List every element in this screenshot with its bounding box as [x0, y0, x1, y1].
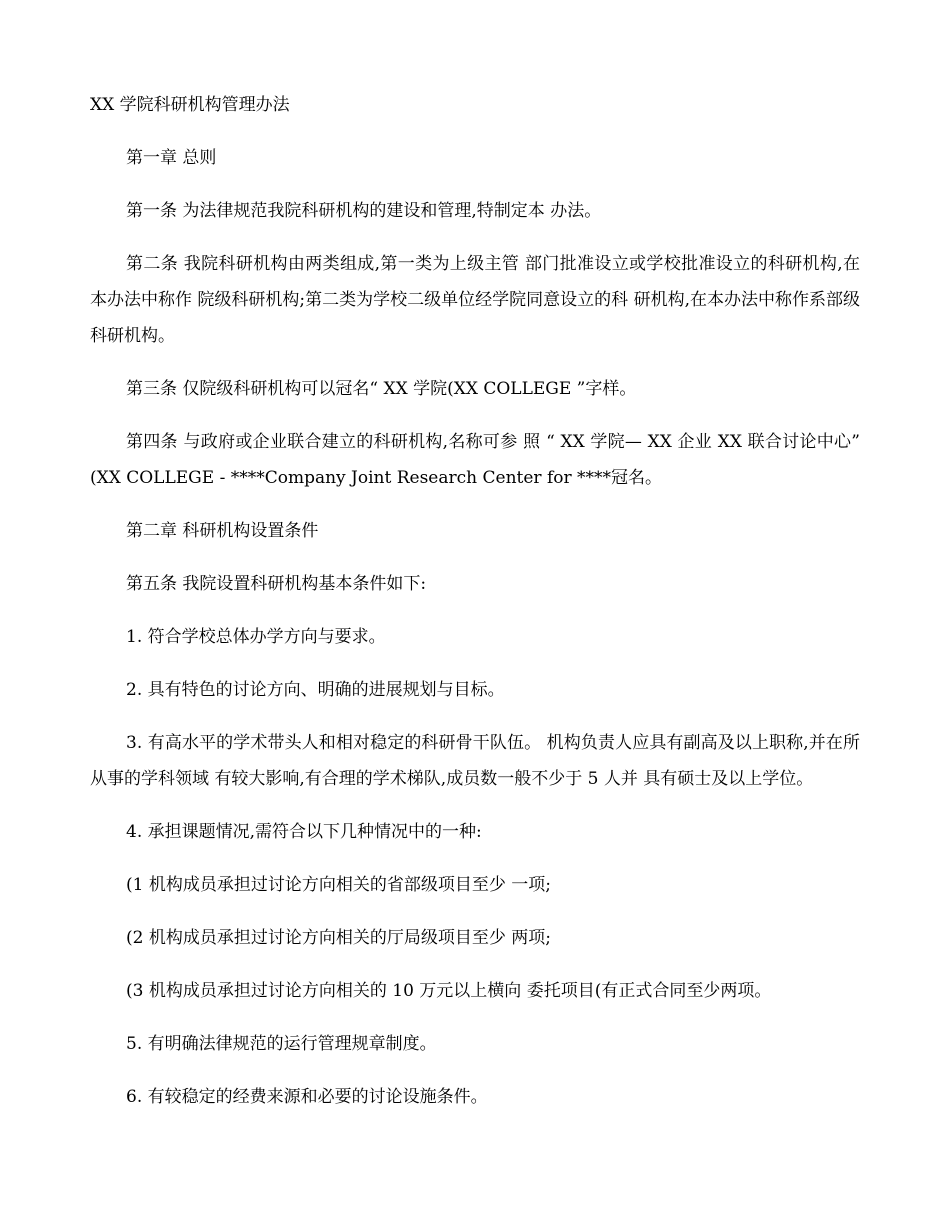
article-paragraph: 第二条 我院科研机构由两类组成,第一类为上级主管 部门批准设立或学校批准设立的科研机构,在本办法中称作 院级科研机构;第二类为学校二级单位经学院同意设立的科 研机构,在本办法中称作系部级科研机构。	[90, 254, 860, 346]
list-item: 6. 有较稳定的经费来源和必要的讨论设施条件。	[126, 1087, 488, 1107]
article-paragraph: 第四条 与政府或企业联合建立的科研机构,名称可参 照 “ XX 学院— XX 企业 XX 联合讨论中心” (XX COLLEGE - ****Company Joint Research Center for ****冠名。	[90, 432, 860, 488]
list-item: 1. 符合学校总体办学方向与要求。	[126, 627, 386, 647]
list-item: 3. 有高水平的学术带头人和相对稳定的科研骨干队伍。 机构负责人应具有副高及以上职称,并在所从事的学科领域 有较大影响,有合理的学术梯队,成员数一般不少于 5 人并 具有硕士及以上学位。	[90, 733, 860, 789]
sub-list-item: (1 机构成员承担过讨论方向相关的省部级项目至少 一项;	[126, 875, 551, 895]
list-item: 2. 具有特色的讨论方向、明确的进展规划与目标。	[126, 680, 505, 700]
article-paragraph: 第一条 为法律规范我院科研机构的建设和管理,特制定本 办法。	[126, 201, 602, 221]
article-paragraph: 第三条 仅院级科研机构可以冠名“ XX 学院(XX COLLEGE ”字样。	[126, 379, 637, 399]
sub-list-item: (3 机构成员承担过讨论方向相关的 10 万元以上横向 委托项目(有正式合同至少两项。	[126, 981, 772, 1001]
chapter-heading: 第二章 科研机构设置条件	[126, 521, 319, 541]
chapter-heading: 第一章 总则	[126, 148, 217, 168]
list-item: 5. 有明确法律规范的运行管理规章制度。	[126, 1034, 437, 1054]
list-item: 4. 承担课题情况,需符合以下几种情况中的一种:	[126, 822, 482, 842]
sub-list-item: (2 机构成员承担过讨论方向相关的厅局级项目至少 两项;	[126, 928, 551, 948]
article-paragraph: 第五条 我院设置科研机构基本条件如下:	[126, 574, 427, 594]
document-title: XX 学院科研机构管理办法	[90, 95, 290, 115]
